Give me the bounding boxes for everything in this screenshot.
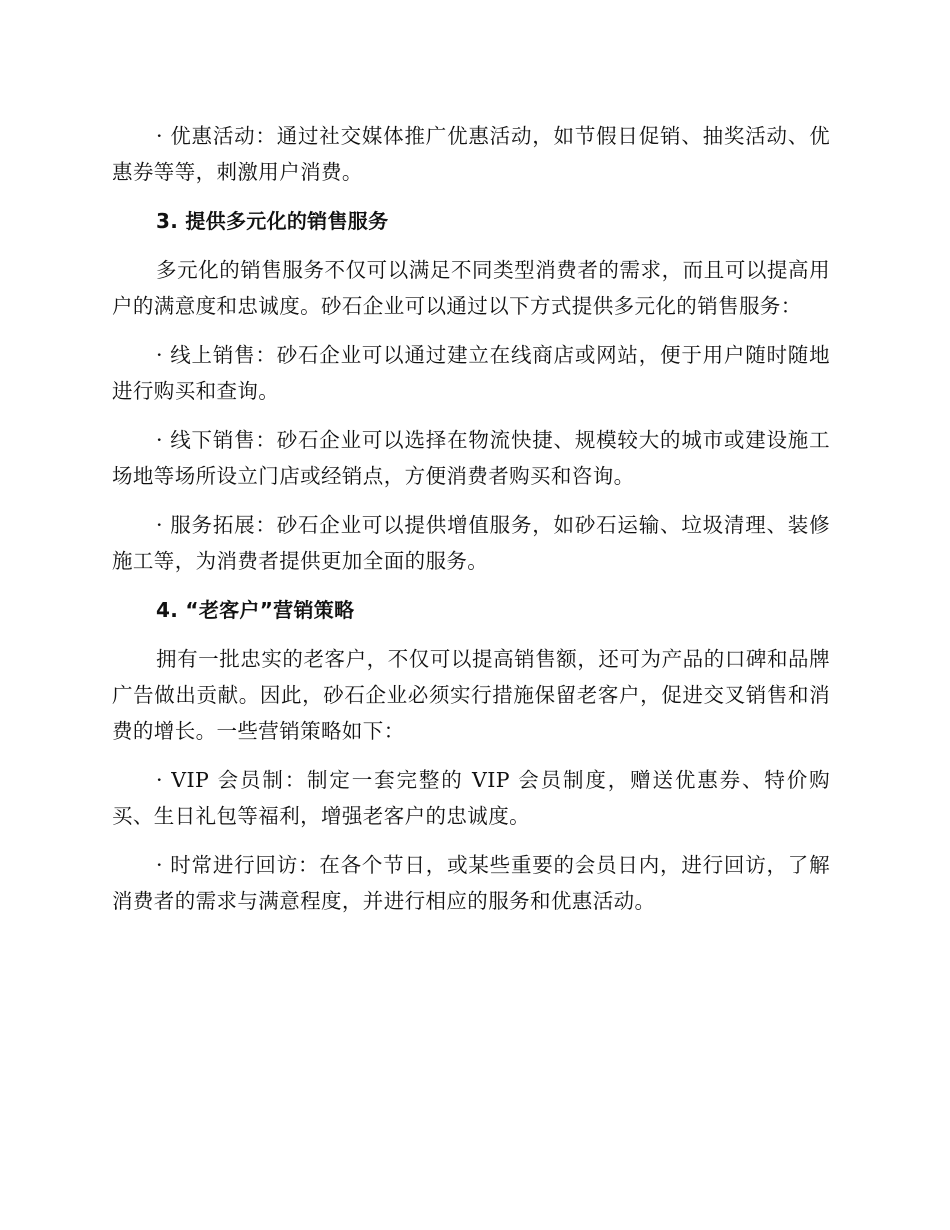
body-paragraph-old-customers: 拥有一批忠实的老客户，不仅可以提高销售额，还可为产品的口碑和品牌广告做出贡献。因此，砂石企业必须实行措施保留老客户，促进交叉销售和消费的增长。一些营销策略如下： <box>112 647 830 743</box>
section-heading-3: 3. 提供多元化的销售服务 <box>156 209 389 233</box>
bullet-service-expansion: · 服务拓展：砂石企业可以提供增值服务，如砂石运输、垃圾清理、装修施工等，为消费者提供更加全面的服务。 <box>112 513 830 573</box>
bullet-vip-membership: · VIP 会员制：制定一套完整的 VIP 会员制度，赠送优惠券、特价购买、生日礼包等福利，增强老客户的忠诚度。 <box>112 768 830 828</box>
bullet-offline-sales: · 线下销售：砂石企业可以选择在物流快捷、规模较大的城市或建设施工场地等场所设立门店或经销点，方便消费者购买和咨询。 <box>112 428 830 488</box>
section-heading-4: 4. “老客户”营销策略 <box>156 598 355 622</box>
document-page <box>112 118 830 919</box>
body-paragraph-diversified-sales: 多元化的销售服务不仅可以满足不同类型消费者的需求，而且可以提高用户的满意度和忠诚度。砂石企业可以通过以下方式提供多元化的销售服务： <box>112 258 830 318</box>
bullet-promotions: · 优惠活动：通过社交媒体推广优惠活动，如节假日促销、抽奖活动、优惠券等等，刺激用户消费。 <box>112 124 830 184</box>
bullet-regular-followup: · 时常进行回访：在各个节日，或某些重要的会员日内，进行回访，了解消费者的需求与满意程度，并进行相应的服务和优惠活动。 <box>112 853 830 913</box>
bullet-online-sales: · 线上销售：砂石企业可以通过建立在线商店或网站，便于用户随时随地进行购买和查询。 <box>112 343 830 403</box>
